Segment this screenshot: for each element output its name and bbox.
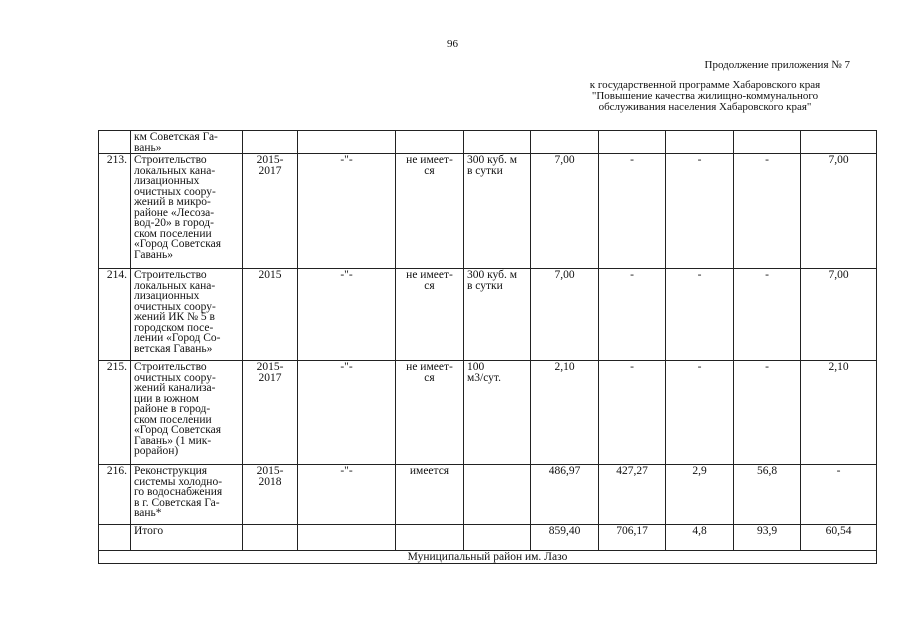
- cell-col-e: -: [801, 465, 877, 525]
- description-line: локальных кана-: [134, 164, 216, 177]
- cell-col-e: 2,10: [801, 361, 877, 465]
- cell-status: [396, 361, 464, 465]
- cell-col-c: -: [666, 361, 734, 465]
- status-line: не имеет-: [406, 269, 453, 281]
- status-line: ся: [424, 279, 435, 292]
- cell-empty: [298, 525, 396, 551]
- description-line: км Советская Га-: [134, 131, 218, 143]
- cell-row-number: 215.: [99, 361, 131, 465]
- description-line: «Город Советская: [134, 238, 221, 250]
- cell-description: [131, 361, 243, 465]
- description-line: Строительство: [134, 154, 207, 166]
- description-line: районе «Лесоза-: [134, 206, 215, 219]
- cell-col-c: -: [666, 269, 734, 361]
- description-line: системы холодно-: [134, 475, 223, 488]
- cell-total-label: Итого: [131, 525, 243, 551]
- description-line: ции в южном: [134, 392, 199, 405]
- capacity-line: 300 куб. м: [467, 154, 518, 166]
- cell-description: [131, 465, 243, 525]
- cell-row-number: 214.: [99, 269, 131, 361]
- cell-row-number: 216.: [99, 465, 131, 525]
- description-line: «Город Советская: [134, 424, 221, 436]
- cell-empty: [464, 525, 531, 551]
- cell-executor: -"-: [298, 154, 396, 269]
- years-line: 2015-: [256, 465, 284, 477]
- description-line: вань*: [134, 507, 162, 519]
- cell-col-e: 7,00: [801, 269, 877, 361]
- cell-col-b: -: [599, 154, 666, 269]
- description-line: жений ИК № 5 в: [134, 311, 215, 323]
- cell-executor: -"-: [298, 465, 396, 525]
- cell-col-b: -: [599, 361, 666, 465]
- table-row-total: [99, 525, 877, 551]
- capacity-line: в сутки: [467, 164, 503, 177]
- description-line: лизационных: [134, 175, 200, 187]
- description-line: вод-20» в город-: [134, 217, 214, 229]
- table-row: [99, 361, 877, 465]
- cell-col-e: 7,00: [801, 154, 877, 269]
- cell-status: [396, 465, 464, 525]
- description-line: лизационных: [134, 290, 200, 302]
- cell-description: [131, 131, 243, 154]
- capacity-line: в сутки: [467, 279, 503, 292]
- cell-empty: [599, 131, 666, 154]
- status-line: не имеет-: [406, 154, 453, 166]
- description-line: очистных соору-: [134, 371, 216, 384]
- cell-years: [243, 269, 298, 361]
- table-section-row: [99, 551, 877, 564]
- status-line: ся: [424, 371, 435, 384]
- description-line: очистных соору-: [134, 185, 216, 198]
- cell-description: [131, 269, 243, 361]
- cell-empty: [99, 525, 131, 551]
- appendix-title: Продолжение приложения № 7: [704, 59, 850, 71]
- description-line: жений канализа-: [134, 382, 216, 394]
- cell-col-d: 56,8: [734, 465, 801, 525]
- cell-col-c: -: [666, 154, 734, 269]
- capacity-line: м3/сут.: [467, 371, 501, 384]
- cell-capacity: [464, 361, 531, 465]
- cell-col-b: 427,27: [599, 465, 666, 525]
- caption-line: к государственной программе Хабаровского края: [589, 79, 821, 91]
- description-line: рорайон): [134, 445, 179, 457]
- caption-line: "Повышение качества жилищно-коммунального: [591, 90, 819, 102]
- cell-col-d: 93,9: [734, 525, 801, 551]
- description-line: очистных соору-: [134, 300, 216, 313]
- cell-executor: -"-: [298, 269, 396, 361]
- cell-years: [243, 361, 298, 465]
- cell-total: 859,40: [531, 525, 599, 551]
- description-line: Строительство: [134, 361, 207, 373]
- cell-col-d: -: [734, 269, 801, 361]
- cell-capacity: [464, 465, 531, 525]
- cell-total: 7,00: [531, 154, 599, 269]
- capacity-line: 300 куб. м: [467, 269, 518, 281]
- cell-total: 2,10: [531, 361, 599, 465]
- cell-col-e: 60,54: [801, 525, 877, 551]
- cell-col-b: 706,17: [599, 525, 666, 551]
- section-header: Муниципальный район им. Лазо: [99, 551, 877, 564]
- description-line: районе в город-: [134, 403, 211, 415]
- description-line: ветская Гавань»: [134, 342, 213, 355]
- program-caption: [555, 80, 855, 113]
- cell-empty: [666, 131, 734, 154]
- description-line: вань»: [134, 141, 162, 154]
- description-line: Реконструкция: [134, 465, 208, 477]
- description-line: ском поселении: [134, 413, 212, 426]
- program-table: [98, 130, 877, 564]
- years-line: 2017: [258, 371, 282, 384]
- description-line: Гавань»: [134, 248, 173, 261]
- cell-empty: [298, 131, 396, 154]
- years-line: 2017: [258, 164, 282, 177]
- cell-status: [396, 269, 464, 361]
- description-line: локальных кана-: [134, 279, 216, 292]
- years-line: 2015: [258, 269, 282, 281]
- cell-empty: [734, 131, 801, 154]
- caption-line: обслуживания населения Хабаровского края": [598, 101, 812, 113]
- table-row: [99, 465, 877, 525]
- cell-years: [243, 465, 298, 525]
- cell-capacity: [464, 269, 531, 361]
- cell-empty: [531, 131, 599, 154]
- table-row: [99, 269, 877, 361]
- cell-col-d: -: [734, 361, 801, 465]
- cell-col-c: 2,9: [666, 465, 734, 525]
- description-line: Строительство: [134, 269, 207, 281]
- status-line: ся: [424, 164, 435, 177]
- table-row-continuation: [99, 131, 877, 154]
- cell-capacity: [464, 154, 531, 269]
- description-line: ском поселении: [134, 227, 212, 240]
- cell-status: [396, 154, 464, 269]
- years-line: 2015-: [256, 361, 284, 373]
- table-row: [99, 154, 877, 269]
- years-line: 2018: [258, 475, 282, 488]
- description-line: лении «Город Со-: [134, 332, 221, 344]
- cell-empty: [396, 525, 464, 551]
- cell-col-c: 4,8: [666, 525, 734, 551]
- cell-description: [131, 154, 243, 269]
- cell-years: [243, 154, 298, 269]
- description-line: в г. Советская Га-: [134, 496, 220, 509]
- description-line: жений в микро-: [134, 196, 211, 208]
- capacity-line: 100: [467, 361, 485, 373]
- status-line: имеется: [409, 465, 450, 477]
- cell-col-b: -: [599, 269, 666, 361]
- cell-empty: [243, 525, 298, 551]
- cell-empty: [464, 131, 531, 154]
- cell-total: 486,97: [531, 465, 599, 525]
- description-line: го водоснабжения: [134, 486, 223, 498]
- cell-empty: [396, 131, 464, 154]
- description-line: городском посе-: [134, 321, 214, 334]
- cell-total: 7,00: [531, 269, 599, 361]
- cell-row-number: 213.: [99, 154, 131, 269]
- cell-col-d: -: [734, 154, 801, 269]
- cell-empty: [801, 131, 877, 154]
- cell-executor: -"-: [298, 361, 396, 465]
- cell-empty: [243, 131, 298, 154]
- page-number: 96: [447, 38, 458, 50]
- years-line: 2015-: [256, 154, 284, 166]
- cell-num: [99, 131, 131, 154]
- description-line: Гавань» (1 мик-: [134, 434, 212, 447]
- status-line: не имеет-: [406, 361, 453, 373]
